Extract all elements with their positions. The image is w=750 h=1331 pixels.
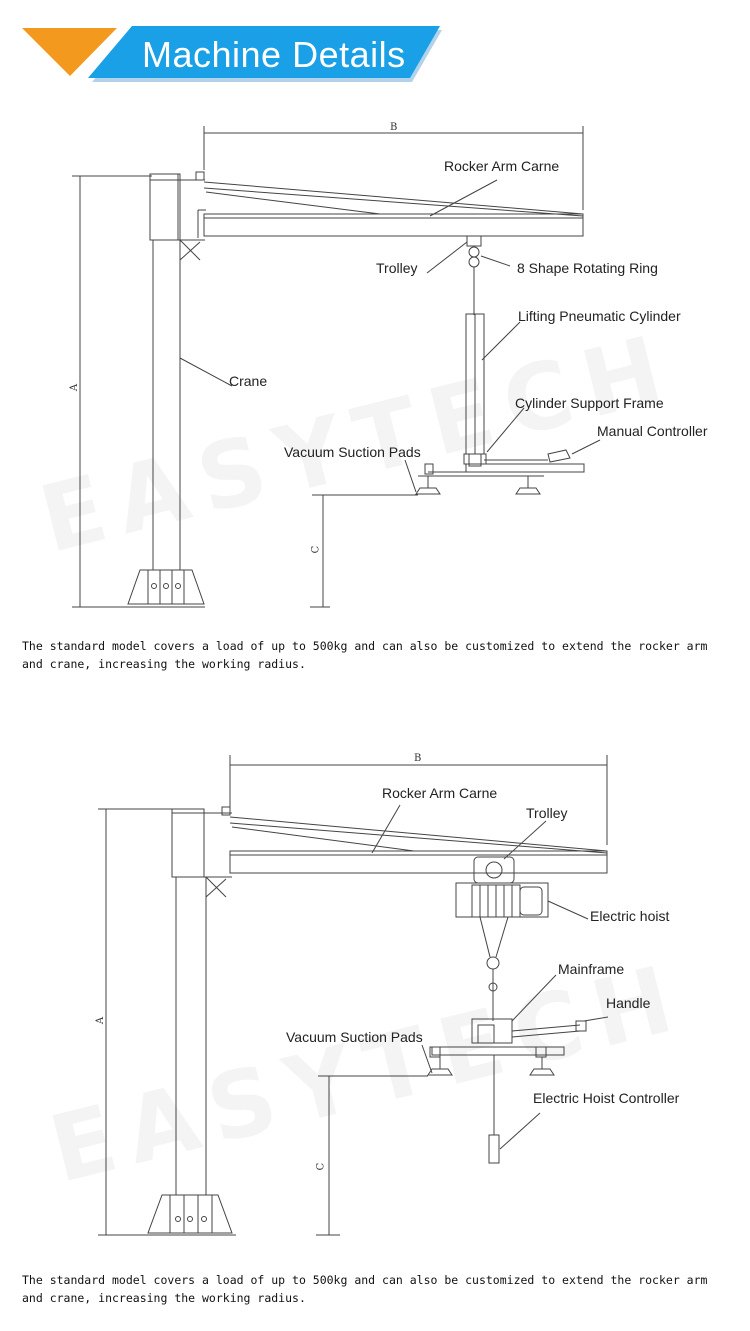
label-crane: Crane: [229, 373, 268, 389]
label-trolley: Trolley: [376, 260, 418, 276]
label-trolley: Trolley: [526, 805, 568, 821]
label-mainframe: Mainframe: [558, 961, 625, 977]
jib-crane-electric-diagram: [0, 735, 750, 1255]
label-lifting-cylinder: Lifting Pneumatic Cylinder: [518, 308, 681, 324]
dimension-b: B: [414, 753, 422, 764]
diagram-caption: The standard model covers a load of up to 500kg and can also be customized to extend the rocker arm and crane, increasing the working radius.: [22, 639, 708, 671]
jib-crane-pneumatic-diagram: [0, 110, 750, 630]
page-title: Machine Details: [142, 34, 406, 75]
label-electric-hoist: Electric hoist: [590, 908, 670, 924]
label-rocker-arm: Rocker Arm Carne: [382, 785, 498, 801]
label-suction-pads: Vacuum Suction Pads: [284, 444, 421, 460]
label-cylinder-frame: Cylinder Support Frame: [515, 395, 664, 411]
dimension-a: A: [69, 383, 81, 392]
label-rocker-arm: Rocker Arm Carne: [444, 158, 560, 174]
label-hoist-controller: Electric Hoist Controller: [533, 1090, 680, 1106]
label-suction-pads: Vacuum Suction Pads: [286, 1029, 423, 1045]
dimension-c: C: [315, 1162, 327, 1171]
section-banner: [0, 0, 750, 100]
leader-line: [427, 242, 467, 273]
dimension-c: C: [310, 545, 322, 554]
label-rotating-ring: 8 Shape Rotating Ring: [517, 260, 658, 276]
label-handle: Handle: [606, 995, 651, 1011]
label-manual-controller: Manual Controller: [597, 423, 708, 439]
dimension-b: B: [390, 122, 398, 133]
diagram-caption: The standard model covers a load of up to 500kg and can also be customized to extend the rocker arm and crane, increasing the working radius.: [22, 1273, 708, 1305]
dimension-a: A: [95, 1016, 107, 1025]
